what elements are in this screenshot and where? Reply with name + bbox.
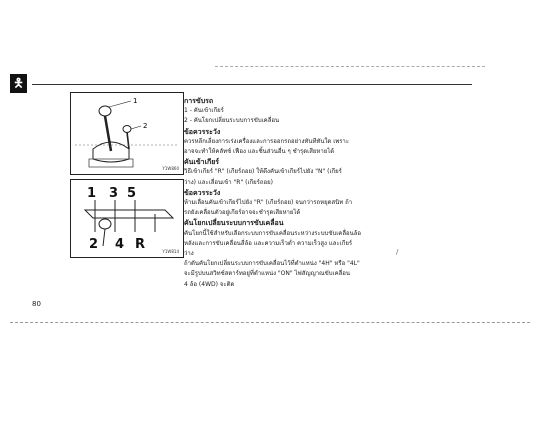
- shift-levers-illustration: [71, 93, 183, 174]
- gear-label-1: 1: [87, 186, 97, 201]
- figure-code: Y1W814: [162, 249, 179, 254]
- figure-gear-pattern: [70, 179, 184, 258]
- figure-shift-levers: [70, 92, 184, 175]
- gear-label-r: R: [135, 237, 146, 252]
- manual-text-column: [184, 96, 384, 290]
- caution-line: ห้ามเลื่อนคันเข้าเกียร์ไปยัง "R" (เกียร์ถอย) จนกว่ารถหยุดสนิท ถ้า: [184, 199, 353, 207]
- gear-label-5: 5: [127, 186, 137, 201]
- transfer-line: คันโยกนี้ใช้สำหรับเลือกระบบการขับเคลื่อนระหว่างระบบขับเคลื่อนล้อ: [184, 229, 361, 237]
- caution-line: อาจจะทำให้คลัทช์ เฟือง และชิ้นส่วนอื่น ๆ ชำรุดเสียหายได้: [184, 148, 335, 156]
- item-line: 2 - คันโยกเปลี่ยนระบบการขับเคลื่อน: [184, 117, 280, 125]
- transfer-line: ว่าง: [184, 250, 194, 258]
- callout-2: 2: [143, 122, 148, 130]
- scan-artifact-line: [215, 66, 485, 68]
- transfer-line: ถ้าดันคันโยกเปลี่ยนระบบการขับเคลื่อนไว้ที่ตำแหน่ง "4H" หรือ "4L": [184, 260, 360, 268]
- margin-mark: /: [396, 248, 399, 256]
- gear-label-2: 2: [89, 237, 99, 252]
- transfer-line: จะมีรูปบนสวิทช์สตาร์ทอยู่ที่ตำแหน่ง "ON" ไฟสัญญาณขับเคลื่อน: [184, 270, 350, 278]
- caution-line: ควรหลีกเลี่ยงการเร่งเครื่องและการออกรถอย่างทันทีทันใด เพราะ: [184, 137, 350, 145]
- caution-line: รถยังเคลื่อนตัวอยู่เกียร์อาจจะชำรุดเสียหายได้: [184, 209, 301, 217]
- gear-label-4: 4: [115, 237, 125, 252]
- driving-section-icon: 🯅: [10, 74, 27, 93]
- page-number: 80: [32, 300, 41, 308]
- gear-pattern-illustration: [71, 180, 183, 257]
- transfer-line: หลังและการขับเคลื่อนสี่ล้อ และความเร็วต่ำ ความเร็วสูง และเกียร์: [184, 239, 353, 247]
- figure-code: Y1W860: [162, 166, 179, 171]
- item-line: 1 - คันเข้าเกียร์: [184, 107, 224, 115]
- caution-heading: ข้อควรระวัง: [184, 127, 221, 136]
- gear-label-3: 3: [109, 186, 119, 201]
- header-rule: [32, 84, 472, 85]
- footer-rule: [10, 322, 530, 324]
- transfer-heading: คันโยกเปลี่ยนระบบการขับเคลื่อน: [184, 219, 284, 228]
- shift-heading: คันเข้าเกียร์: [184, 158, 220, 167]
- transfer-line: 4 ล้อ (4WD) จะติด: [184, 280, 235, 288]
- caution-heading: ข้อควรระวัง: [184, 188, 221, 197]
- section-title: การขับรถ: [184, 97, 214, 105]
- shift-line: ว่าง) และเลื่อนเข้า "R" (เกียร์ถอย): [184, 178, 273, 186]
- callout-1: 1: [133, 97, 138, 105]
- shift-line: วิธีเข้าเกียร์ "R" (เกียร์ถอย) ให้ดึงคันเข้าเกียร์ไปยัง "N" (เกียร์: [184, 168, 342, 176]
